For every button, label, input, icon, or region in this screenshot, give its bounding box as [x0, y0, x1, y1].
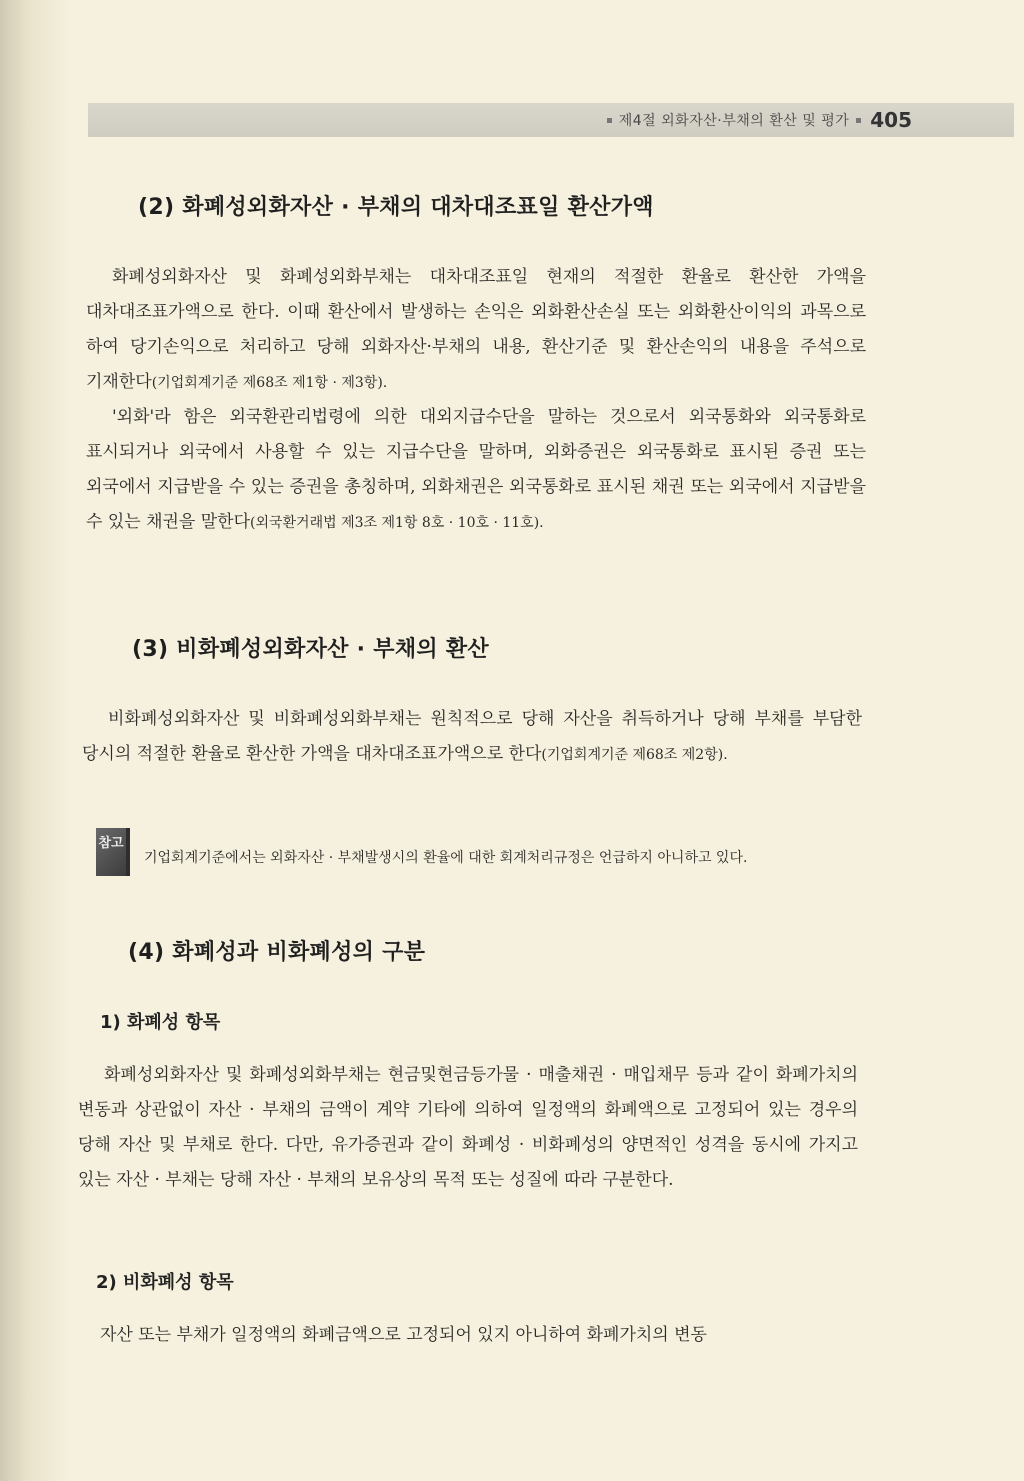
reference-note-text: 기업회계기준에서는 외화자산 · 부채발생시의 환율에 대한 회계처리규정은 언급하지 아니하고 있다. — [144, 850, 748, 866]
paragraph-text: 화폐성외화자산 및 화폐성외화부채는 대차대조표일 현재의 적절한 환율로 환산한 가액을 대차대조표가액으로 한다. 이때 환산에서 발생하는 손익은 외화환산손실 또는 외화환산이익의 과목으로 하여 당기손익으로 처리하고 당해 외화자산·부채의 내용, 환산기준 및 환산손익의 내용을 주석으로 기재한다 — [86, 267, 866, 392]
page-binding-shadow — [0, 0, 70, 1481]
section-title-3: (3) 비화폐성외화자산 · 부채의 환산 — [132, 637, 489, 662]
section-2-paragraph-2 — [86, 400, 866, 541]
running-header — [88, 103, 1014, 137]
section-3-paragraph-1 — [82, 702, 862, 773]
paragraph-reference: (기업회계기준 제68조 제1항 · 제3항). — [151, 375, 388, 391]
page-number: 405 — [870, 108, 912, 132]
paragraph-text: '외화'라 함은 외국환관리법령에 의한 대외지급수단을 말하는 것으로서 외국통화와 외국통화로 표시되거나 외국에서 사용할 수 있는 지급수단을 말하며, 외화증권은 외국통화로 표시된 증권 또는 외국에서 지급받을 수 있는 증권을 총칭하며, 외화채권은 외국통화로 표시된 채권 또는 외국에서 지급받을 수 있는 채권을 말한다 — [86, 407, 866, 532]
header-bullet-icon — [856, 118, 861, 123]
section-title-4: (4) 화폐성과 비화폐성의 구분 — [128, 940, 426, 965]
subsection-nonmonetary-paragraph: 자산 또는 부채가 일정액의 화폐금액으로 고정되어 있지 아니하여 화폐가치의 변동 — [100, 1325, 707, 1345]
paragraph-reference: (외국환거래법 제3조 제1항 8호 · 10호 · 11호). — [250, 515, 544, 531]
header-bullet-icon — [607, 118, 612, 123]
subsection-monetary-paragraph: 화폐성외화자산 및 화폐성외화부채는 현금및현금등가물 · 매출채권 · 매입채무 등과 같이 화폐가치의 변동과 상관없이 자산 · 부채의 금액이 계약 기타에 의하여 일정액의 화폐액으로 고정되어 있는 경우의 당해 자산 및 부채로 한다. 다만, 유가증권과 같이 화폐성 · 비화폐성의 양면적인 성격을 동시에 가지고 있는 자산 · 부채는 당해 자산 · 부채의 보유상의 목적 또는 성질에 따라 구분한다. — [78, 1065, 858, 1190]
reference-note — [96, 827, 876, 877]
paragraph-text: 비화폐성외화자산 및 비화폐성외화부채는 원칙적으로 당해 자산을 취득하거나 당해 부채를 부담한 당시의 적절한 환율로 환산한 가액을 대차대조표가액으로 한다 — [82, 709, 862, 764]
paragraph-reference: (기업회계기준 제68조 제2항). — [541, 747, 728, 763]
subsection-title-monetary: 1) 화폐성 항목 — [100, 1012, 221, 1033]
section-title-2: (2) 화폐성외화자산 · 부채의 대차대조표일 환산가액 — [138, 195, 654, 220]
section-2-paragraph-1 — [86, 260, 866, 401]
reference-note-icon: 참고 — [96, 828, 130, 876]
running-title: 제4절 외화자산·부채의 환산 및 평가 — [618, 113, 850, 129]
subsection-title-nonmonetary: 2) 비화폐성 항목 — [96, 1272, 234, 1293]
